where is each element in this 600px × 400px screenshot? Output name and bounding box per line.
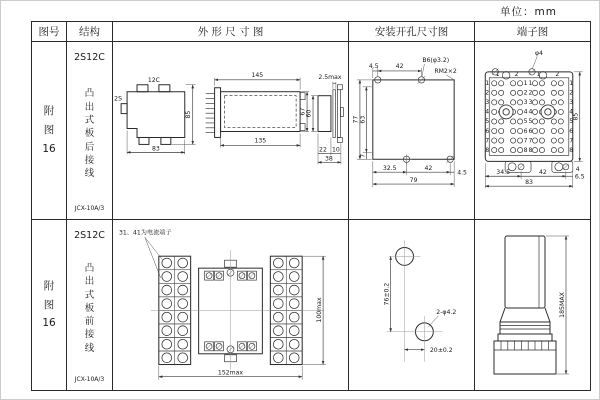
svg-text:7: 7 <box>528 137 533 145</box>
svg-text:5: 5 <box>485 118 490 126</box>
install-drawing-row2 <box>349 220 474 390</box>
cell-figure-row2 <box>32 220 67 390</box>
dim-left-inner: 63 <box>359 115 367 124</box>
svg-text:1: 1 <box>495 70 500 78</box>
dim-terminal-height: 85 <box>572 112 580 121</box>
svg-text:4: 4 <box>523 108 528 116</box>
structure-mount-row2: 凸出式板前接线 <box>84 262 95 354</box>
dim-top2: 42 <box>395 63 404 70</box>
cell-structure-row1 <box>67 42 113 220</box>
svg-text:4: 4 <box>485 108 490 116</box>
svg-text:8: 8 <box>485 146 490 154</box>
outline-dimensions-row2 <box>159 256 326 379</box>
thread-spec-label: RM2×2 <box>434 67 457 75</box>
cell-outline-row2 <box>113 220 349 390</box>
svg-text:6: 6 <box>569 127 574 135</box>
dim-bottom-offset: 7 <box>359 153 367 158</box>
header-install: 安装开孔尺寸图 <box>349 22 475 42</box>
svg-text:1: 1 <box>485 80 490 88</box>
figure-no-row1: 附图16 <box>42 105 56 155</box>
dim-top1: 4.5 <box>368 63 379 70</box>
header-figure-no: 图号 <box>32 22 67 42</box>
cell-outline-row1 <box>113 42 349 220</box>
svg-text:2: 2 <box>528 89 533 97</box>
dim-t-b1: 34.5 <box>496 169 511 177</box>
side-view <box>206 72 309 148</box>
cell-install-row2 <box>349 220 475 390</box>
dim-front-height: 85 <box>185 110 193 119</box>
svg-text:2: 2 <box>555 70 560 78</box>
cell-structure-row2 <box>67 220 113 390</box>
install-drawing-row1 <box>349 42 474 219</box>
terminal-dimensions-row2 <box>546 236 569 374</box>
front-view <box>114 77 196 155</box>
current-terminal-note: 31、41为电流端子 <box>118 229 172 237</box>
dim-b2: 42 <box>424 165 433 173</box>
svg-text:2: 2 <box>523 89 528 97</box>
svg-text:5: 5 <box>528 118 533 126</box>
dim-profile-total: 38 <box>325 155 333 163</box>
header-outline: 外 形 尺 寸 图 <box>113 22 349 42</box>
header-terminal: 端子图 <box>475 22 590 42</box>
cell-install-row1 <box>349 42 475 220</box>
mounting-hole-plate <box>373 76 454 164</box>
dim-height-185max: 185MAX <box>558 292 566 318</box>
dim-profile-height: 60 <box>305 109 313 118</box>
svg-text:1: 1 <box>523 80 528 88</box>
dim-front-width: 83 <box>151 145 160 153</box>
structure-code-row2: JCX-10A/3 <box>74 375 105 383</box>
svg-text:3: 3 <box>528 99 533 107</box>
terminal-plate <box>485 69 573 173</box>
profile-view <box>306 74 344 165</box>
dim-left-total: 77 <box>352 115 360 124</box>
svg-text:1: 1 <box>569 80 574 88</box>
dim-width-152max: 152max <box>217 369 244 377</box>
hole-spec-label: B6(φ3.2) <box>422 57 450 65</box>
svg-text:7: 7 <box>569 137 574 145</box>
cell-terminal-row2 <box>475 220 590 390</box>
structure-model-row1: 2S12C <box>74 52 105 63</box>
dim-horizontal-20: 20±0.2 <box>429 347 453 355</box>
svg-text:7: 7 <box>485 137 490 145</box>
outline-drawing-rear-wiring <box>113 42 348 219</box>
structure-code-row1: JCX-10A/3 <box>74 204 105 212</box>
dim-side-height: 67 <box>299 107 307 116</box>
dim-side-bottom: 135 <box>254 137 267 145</box>
svg-text:2: 2 <box>514 70 519 78</box>
dim-phi4: φ4 <box>534 49 543 57</box>
svg-text:1: 1 <box>528 80 533 88</box>
outline-drawing-front-wiring <box>113 220 348 390</box>
dimension-table <box>31 21 591 391</box>
svg-text:1: 1 <box>536 70 541 78</box>
dim-height-100max: 100max <box>315 297 323 323</box>
hole-label-2phi42: 2-φ4.2 <box>436 308 457 316</box>
svg-text:8: 8 <box>569 146 574 154</box>
svg-text:3: 3 <box>569 99 574 107</box>
svg-text:5: 5 <box>569 118 574 126</box>
cell-figure-row1 <box>32 42 67 220</box>
dim-vertical-76: 76±0.2 <box>383 282 391 306</box>
header-structure: 结构 <box>67 22 113 42</box>
dim-b1: 32.5 <box>382 165 397 173</box>
svg-text:4: 4 <box>528 108 533 116</box>
label-12c: 12C <box>147 76 161 84</box>
svg-text:4: 4 <box>569 108 574 116</box>
dim-t-b2: 42 <box>539 169 547 177</box>
svg-text:2: 2 <box>569 89 574 97</box>
dim-b-total: 79 <box>409 177 418 185</box>
svg-text:6: 6 <box>485 127 490 135</box>
cell-terminal-row1 <box>475 42 590 220</box>
svg-text:6: 6 <box>528 127 533 135</box>
svg-text:7: 7 <box>523 137 528 145</box>
svg-text:8: 8 <box>528 146 533 154</box>
terminal-drawing-row1 <box>475 42 590 219</box>
figure-no-row2: 附图16 <box>42 279 56 330</box>
install-dimensions-row1 <box>353 57 467 187</box>
terminal-hole-grid <box>485 71 573 154</box>
terminal-drawing-row2 <box>475 220 590 390</box>
unit-label: 单位：mm <box>500 6 557 18</box>
dim-t-total: 83 <box>525 179 533 187</box>
svg-text:3: 3 <box>485 99 490 107</box>
dim-b3: 4.5 <box>457 169 467 177</box>
drill-holes <box>387 241 443 362</box>
dim-terminal-offset: 4 <box>575 165 580 173</box>
svg-text:2: 2 <box>485 89 490 97</box>
dim-profile-gap: 2.5max <box>318 73 342 81</box>
relay-side-silhouette <box>494 236 556 374</box>
structure-model-row2: 2S12C <box>74 230 105 241</box>
svg-text:8: 8 <box>523 146 528 154</box>
label-2s: 2S <box>114 95 122 103</box>
svg-text:3: 3 <box>523 99 528 107</box>
dim-side-top: 145 <box>251 71 264 79</box>
svg-text:5: 5 <box>523 118 528 126</box>
svg-text:6: 6 <box>523 127 528 135</box>
dim-t-b3: 6.5 <box>574 173 585 181</box>
dim-profile-seg2: 10 <box>331 146 340 154</box>
dim-profile-seg1: 22 <box>319 146 327 154</box>
structure-mount-row1: 凸出式板后接线 <box>84 88 95 180</box>
